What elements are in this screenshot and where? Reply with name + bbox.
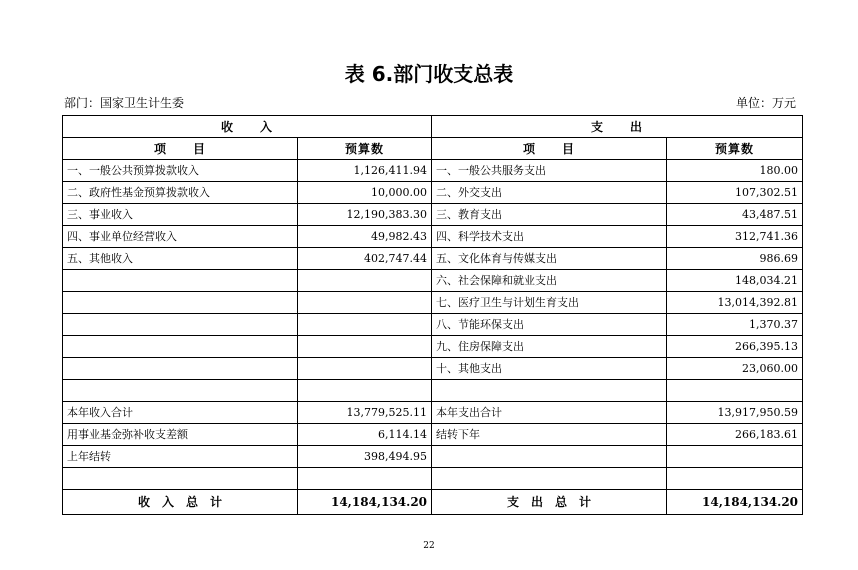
income-budget-header: 预算数 xyxy=(298,138,432,160)
department-label: 部门：国家卫生计生委 xyxy=(64,96,185,110)
table-row xyxy=(63,204,803,226)
expense-value: 180.00 xyxy=(667,160,803,182)
expense-value: 43,487.51 xyxy=(667,204,803,226)
expense-item xyxy=(432,380,667,402)
table-row xyxy=(63,292,803,314)
total-row xyxy=(63,490,803,515)
income-value: 10,000.00 xyxy=(298,182,432,204)
expense-item: 五、文化体育与传媒支出 xyxy=(432,248,667,270)
income-item xyxy=(63,292,298,314)
income-value xyxy=(298,468,432,490)
expense-item: 一、一般公共服务支出 xyxy=(432,160,667,182)
income-item xyxy=(63,380,298,402)
income-value xyxy=(298,292,432,314)
income-item xyxy=(63,336,298,358)
expense-value: 986.69 xyxy=(667,248,803,270)
income-value xyxy=(298,270,432,292)
table-header-row xyxy=(63,116,803,138)
income-item: 本年收入合计 xyxy=(63,402,298,424)
income-item xyxy=(63,270,298,292)
table-row xyxy=(63,468,803,490)
income-value: 1,126,411.94 xyxy=(298,160,432,182)
table-row xyxy=(63,336,803,358)
table-row xyxy=(63,314,803,336)
income-value: 13,779,525.11 xyxy=(298,402,432,424)
expense-value: 148,034.21 xyxy=(667,270,803,292)
expense-item: 九、住房保障支出 xyxy=(432,336,667,358)
table-row xyxy=(63,358,803,380)
table-row xyxy=(63,270,803,292)
income-item: 用事业基金弥补收支差额 xyxy=(63,424,298,446)
expense-value: 107,302.51 xyxy=(667,182,803,204)
expense-section-header: 支 出 xyxy=(432,116,803,138)
column-header-row xyxy=(63,138,803,160)
income-total-value: 14,184,134.20 xyxy=(298,490,432,515)
income-item: 一、一般公共预算拨款收入 xyxy=(63,160,298,182)
page-number: 22 xyxy=(423,541,435,551)
income-value: 6,114.14 xyxy=(298,424,432,446)
expense-item xyxy=(432,468,667,490)
budget-summary-table xyxy=(62,115,803,515)
income-item: 二、政府性基金预算拨款收入 xyxy=(63,182,298,204)
table-row xyxy=(63,160,803,182)
expense-value: 13,917,950.59 xyxy=(667,402,803,424)
income-value xyxy=(298,358,432,380)
expense-value: 312,741.36 xyxy=(667,226,803,248)
income-item xyxy=(63,358,298,380)
unit-label: 单位：万元 xyxy=(735,96,796,110)
expense-item: 三、教育支出 xyxy=(432,204,667,226)
expense-item: 七、医疗卫生与计划生育支出 xyxy=(432,292,667,314)
income-value: 398,494.95 xyxy=(298,446,432,468)
income-total-label: 收 入 总 计 xyxy=(63,490,298,515)
expense-item-header: 项 目 xyxy=(432,138,667,160)
income-item-header: 项 目 xyxy=(63,138,298,160)
expense-item: 八、节能环保支出 xyxy=(432,314,667,336)
page-title: 表 6.部门收支总表 xyxy=(344,62,514,86)
income-item: 上年结转 xyxy=(63,446,298,468)
table-row xyxy=(63,446,803,468)
income-item xyxy=(63,468,298,490)
expense-value: 266,183.61 xyxy=(667,424,803,446)
income-value xyxy=(298,336,432,358)
income-value: 12,190,383.30 xyxy=(298,204,432,226)
income-value: 49,982.43 xyxy=(298,226,432,248)
income-section-header: 收 入 xyxy=(63,116,432,138)
expense-value: 1,370.37 xyxy=(667,314,803,336)
expense-item: 二、外交支出 xyxy=(432,182,667,204)
income-item: 四、事业单位经营收入 xyxy=(63,226,298,248)
expense-total-value: 14,184,134.20 xyxy=(667,490,803,515)
income-item: 五、其他收入 xyxy=(63,248,298,270)
expense-value xyxy=(667,380,803,402)
expense-budget-header: 预算数 xyxy=(667,138,803,160)
expense-item xyxy=(432,446,667,468)
expense-value: 266,395.13 xyxy=(667,336,803,358)
income-value xyxy=(298,314,432,336)
table-row xyxy=(63,248,803,270)
expense-item: 四、科学技术支出 xyxy=(432,226,667,248)
table-row xyxy=(63,226,803,248)
expense-item: 本年支出合计 xyxy=(432,402,667,424)
expense-value xyxy=(667,468,803,490)
table-row xyxy=(63,424,803,446)
expense-total-label: 支 出 总 计 xyxy=(432,490,667,515)
table-row xyxy=(63,182,803,204)
expense-value: 13,014,392.81 xyxy=(667,292,803,314)
income-value: 402,747.44 xyxy=(298,248,432,270)
expense-value xyxy=(667,446,803,468)
expense-item: 六、社会保障和就业支出 xyxy=(432,270,667,292)
income-item: 三、事业收入 xyxy=(63,204,298,226)
expense-item: 结转下年 xyxy=(432,424,667,446)
expense-item: 十、其他支出 xyxy=(432,358,667,380)
table-row xyxy=(63,402,803,424)
income-value xyxy=(298,380,432,402)
table-row xyxy=(63,380,803,402)
expense-value: 23,060.00 xyxy=(667,358,803,380)
income-item xyxy=(63,314,298,336)
